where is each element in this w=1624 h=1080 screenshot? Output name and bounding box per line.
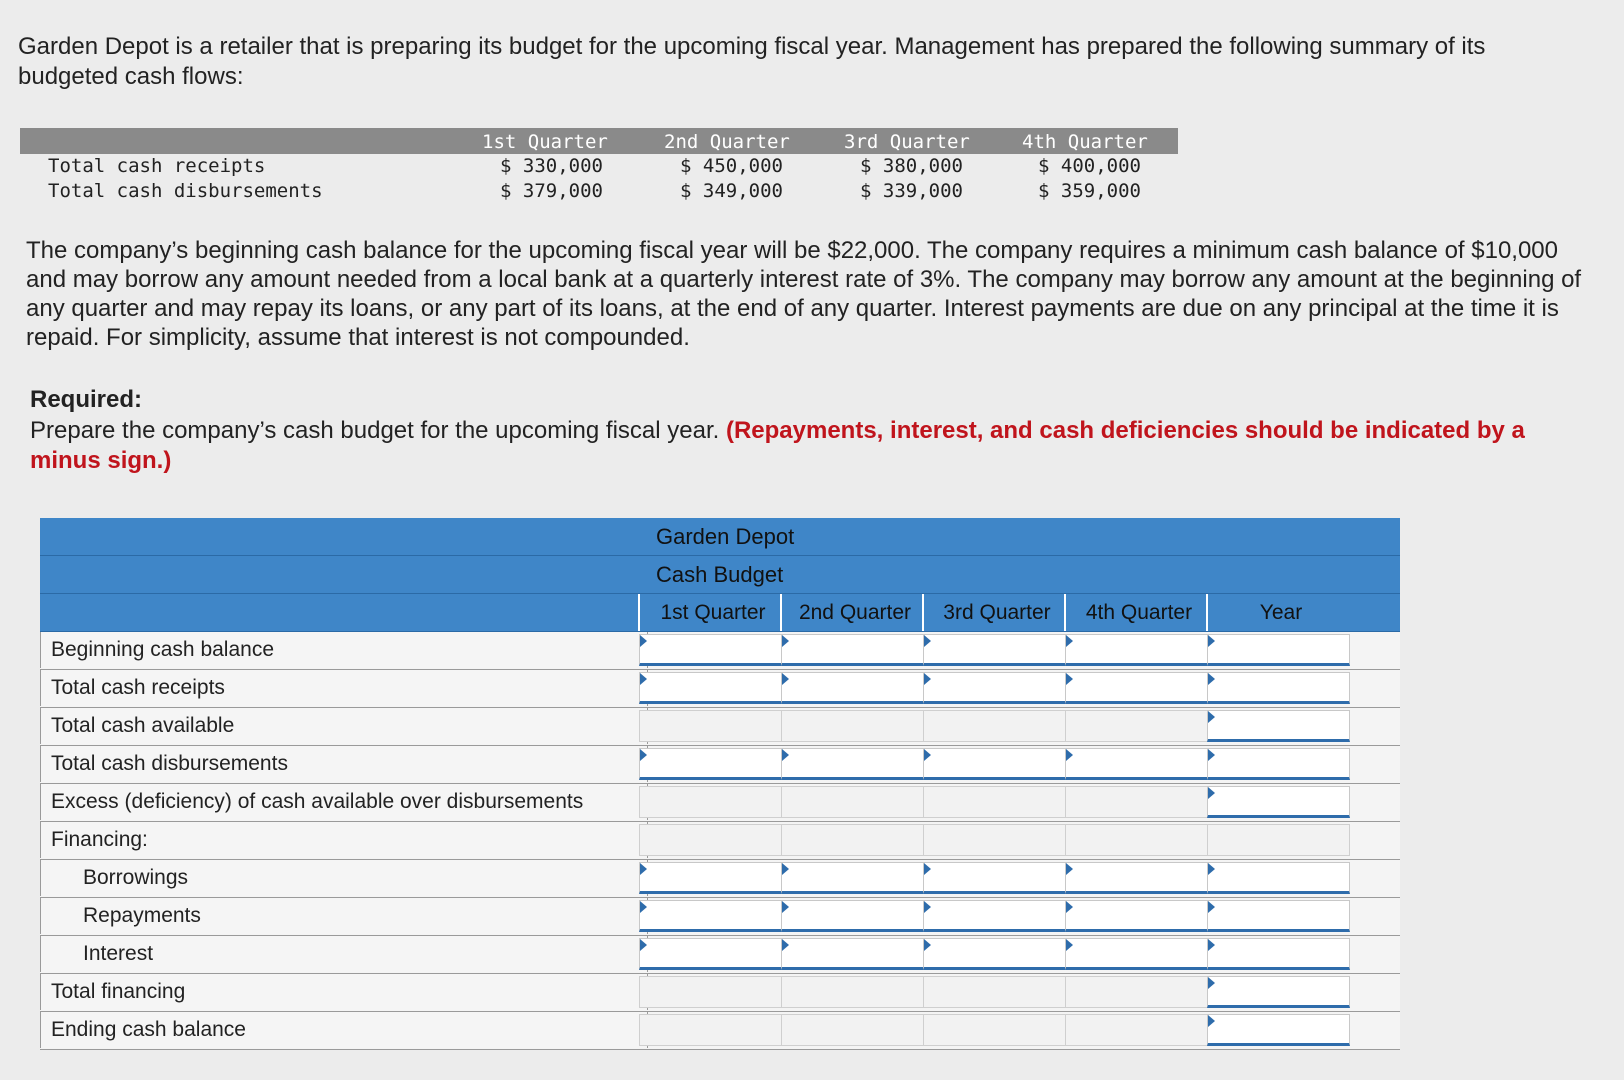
budget-input-cell[interactable] [1207,748,1350,780]
budget-empty-cell [923,976,1066,1008]
summary-value: $ 400,000 [1038,155,1141,177]
summary-value: $ 380,000 [860,155,963,177]
budget-input-cell[interactable] [1065,862,1208,894]
budget-input-cell[interactable] [923,938,1066,970]
budget-input-cell[interactable] [781,900,924,932]
budget-amount-input[interactable] [1066,901,1207,929]
budget-row [40,898,1400,936]
budget-empty-cell [639,824,782,856]
budget-empty-cell [1065,786,1208,818]
budget-row [40,974,1400,1012]
budget-amount-input[interactable] [1066,749,1207,777]
cell-marker-icon [1208,711,1215,723]
required-heading: Required: [30,386,143,413]
budget-amount-input[interactable] [1066,939,1207,967]
cell-marker-icon [782,863,789,875]
cell-marker-icon [1066,863,1073,875]
budget-empty-cell [923,1014,1066,1046]
required-text: Prepare the company’s cash budget for the upcoming fiscal year. [30,417,720,444]
budget-input-cell[interactable] [923,862,1066,894]
budget-amount-input[interactable] [1066,635,1207,663]
budget-row-label: Financing: [40,822,648,858]
summary-header-q4: 4th Quarter [1022,131,1148,153]
budget-empty-cell [1065,976,1208,1008]
summary-value: $ 450,000 [680,155,783,177]
cell-marker-icon [1208,787,1215,799]
budget-amount-input[interactable] [640,635,781,663]
budget-title-band [40,556,1400,594]
cell-marker-icon [782,749,789,761]
budget-amount-input[interactable] [1208,673,1349,701]
cell-marker-icon [1066,901,1073,913]
budget-amount-input[interactable] [1208,863,1349,891]
budget-empty-cell [781,710,924,742]
cell-marker-icon [924,939,931,951]
budget-row [40,1012,1400,1050]
budget-input-cell[interactable] [1065,938,1208,970]
budget-input-cell[interactable] [1207,938,1350,970]
budget-amount-input[interactable] [640,863,781,891]
cell-marker-icon [924,635,931,647]
cell-marker-icon [1208,673,1215,685]
budget-row-label: Borrowings [40,860,648,896]
budget-amount-input[interactable] [782,673,923,701]
cell-marker-icon [782,901,789,913]
cell-marker-icon [924,863,931,875]
budget-input-cell[interactable] [1207,862,1350,894]
budget-amount-input[interactable] [782,863,923,891]
budget-column-header: 3rd Quarter [943,601,1051,624]
budget-empty-cell [639,710,782,742]
budget-row-label: Ending cash balance [40,1012,648,1048]
budget-row-label: Excess (deficiency) of cash available over disbursements [40,784,648,820]
cell-marker-icon [640,901,647,913]
budget-empty-cell [781,824,924,856]
summary-value: $ 379,000 [500,180,603,202]
budget-row [40,670,1400,708]
budget-input-cell[interactable] [1207,710,1350,742]
budget-amount-input[interactable] [782,939,923,967]
budget-amount-input[interactable] [924,863,1065,891]
budget-input-cell[interactable] [639,938,782,970]
cell-marker-icon [640,863,647,875]
cell-marker-icon [924,673,931,685]
budget-input-cell[interactable] [1207,672,1350,704]
intro-text: Garden Depot is a retailer that is preparing its budget for the upcoming fiscal year. Management has prepared the following summary of its budgeted cash flows: [18,33,1486,90]
budget-amount-input[interactable] [782,749,923,777]
budget-amount-input[interactable] [1066,673,1207,701]
cell-marker-icon [640,749,647,761]
budget-amount-input[interactable] [1208,901,1349,929]
budget-input-cell[interactable] [639,748,782,780]
budget-column-header: Year [1259,601,1303,624]
summary-row-disbursements [20,179,1178,204]
budget-input-cell[interactable] [1207,786,1350,818]
budget-company-name: Garden Depot [656,524,795,549]
summary-row-receipts [20,154,1178,179]
budget-input-cell[interactable] [1065,634,1208,666]
budget-input-cell[interactable] [923,900,1066,932]
budget-title: Cash Budget [656,562,784,587]
budget-amount-input[interactable] [924,749,1065,777]
budget-input-cell[interactable] [781,938,924,970]
budget-input-cell[interactable] [781,862,924,894]
cell-marker-icon [640,673,647,685]
budget-input-cell[interactable] [639,862,782,894]
summary-row-label: Total cash disbursements [48,180,323,202]
cell-marker-icon [1208,1015,1215,1027]
budget-empty-cell [1065,824,1208,856]
budget-row-label: Total cash available [40,708,648,744]
cell-marker-icon [640,939,647,951]
budget-input-cell[interactable] [1207,900,1350,932]
cell-marker-icon [782,673,789,685]
budget-company-band [40,518,1400,556]
summary-row-label: Total cash receipts [48,155,266,177]
budget-input-cell[interactable] [639,634,782,666]
budget-amount-input[interactable] [1208,749,1349,777]
cell-marker-icon [782,635,789,647]
budget-amount-input[interactable] [640,939,781,967]
budget-input-cell[interactable] [1065,900,1208,932]
budget-amount-input[interactable] [782,901,923,929]
cell-marker-icon [1208,749,1215,761]
budget-row-label: Total financing [40,974,648,1010]
cell-marker-icon [1066,749,1073,761]
summary-header-row [20,128,1178,154]
budget-row-label: Interest [40,936,648,972]
cell-marker-icon [1208,863,1215,875]
summary-value: $ 349,000 [680,180,783,202]
budget-row [40,746,1400,784]
budget-column-header: 4th Quarter [1085,601,1193,624]
budget-row-label: Beginning cash balance [40,632,648,668]
cell-marker-icon [924,749,931,761]
budget-empty-cell [923,824,1066,856]
summary-value: $ 339,000 [860,180,963,202]
budget-empty-cell [1065,1014,1208,1046]
budget-input-cell[interactable] [1207,1014,1350,1046]
budget-empty-cell [639,1014,782,1046]
budget-empty-cell [639,976,782,1008]
summary-header-q3: 3rd Quarter [844,131,970,153]
summary-value: $ 359,000 [1038,180,1141,202]
budget-input-cell[interactable] [923,634,1066,666]
cash-flow-summary-table [20,128,1178,204]
cell-marker-icon [1208,635,1215,647]
summary-header-q2: 2nd Quarter [664,131,790,153]
budget-amount-input[interactable] [924,673,1065,701]
budget-empty-cell [1207,824,1350,856]
budget-empty-cell [1065,710,1208,742]
budget-input-cell[interactable] [1207,634,1350,666]
cell-marker-icon [924,901,931,913]
budget-row [40,632,1400,670]
budget-amount-input[interactable] [924,901,1065,929]
budget-row [40,708,1400,746]
budget-amount-input[interactable] [1208,711,1349,739]
budget-amount-input[interactable] [1208,939,1349,967]
budget-amount-input[interactable] [640,901,781,929]
cash-budget-form [40,518,1400,1050]
budget-column-header-row [40,594,1400,632]
budget-amount-input[interactable] [924,635,1065,663]
budget-amount-input[interactable] [1208,787,1349,815]
budget-column-header: 1st Quarter [660,601,766,624]
budget-input-cell[interactable] [1207,976,1350,1008]
budget-row [40,784,1400,822]
budget-row-label: Total cash receipts [40,670,648,706]
budget-rows [40,632,1400,1050]
budget-row [40,822,1400,860]
budget-input-cell[interactable] [781,748,924,780]
budget-input-cell[interactable] [639,900,782,932]
budget-input-cell[interactable] [639,672,782,704]
budget-amount-input[interactable] [924,939,1065,967]
budget-column-header: 2nd Quarter [798,601,912,624]
cell-marker-icon [1066,673,1073,685]
problem-paragraph: The company’s beginning cash balance for the upcoming fiscal year will be $22,000. The company requires a minimum cash balance of $10,000 and may borrow any amount needed from a local bank at a quarterly interest rate of 3%. The company may borrow any amount at the beginning of any quarter and may repay its loans, or any part of its loans, at the end of any quarter. Interest payments are due on any principal at the time it is repaid. For simplicity, assume that interest is not compounded. [26,237,1582,351]
budget-amount-input[interactable] [1208,977,1349,1005]
cell-marker-icon [1208,939,1215,951]
budget-input-cell[interactable] [923,748,1066,780]
budget-row-label: Repayments [40,898,648,934]
budget-input-cell[interactable] [781,634,924,666]
required-note: (Repayments, interest, and cash deficiencies should be indicated by a minus sign.) [30,417,1525,474]
budget-row [40,936,1400,974]
budget-amount-input[interactable] [640,749,781,777]
budget-input-cell[interactable] [781,672,924,704]
cell-marker-icon [640,635,647,647]
budget-input-cell[interactable] [923,672,1066,704]
required-instructions [30,416,1580,476]
budget-input-cell[interactable] [1065,748,1208,780]
cell-marker-icon [1208,977,1215,989]
budget-empty-cell [781,786,924,818]
budget-empty-cell [639,786,782,818]
budget-input-cell[interactable] [1065,672,1208,704]
summary-header-q1: 1st Quarter [482,131,608,153]
budget-empty-cell [781,1014,924,1046]
budget-row-label: Total cash disbursements [40,746,648,782]
summary-value: $ 330,000 [500,155,603,177]
budget-amount-input[interactable] [1066,863,1207,891]
budget-amount-input[interactable] [1208,1015,1349,1043]
budget-amount-input[interactable] [1208,635,1349,663]
budget-empty-cell [781,976,924,1008]
cell-marker-icon [1066,635,1073,647]
cell-marker-icon [1066,939,1073,951]
budget-amount-input[interactable] [782,635,923,663]
budget-amount-input[interactable] [640,673,781,701]
budget-empty-cell [923,786,1066,818]
cell-marker-icon [782,939,789,951]
cell-marker-icon [1208,901,1215,913]
budget-row [40,860,1400,898]
budget-empty-cell [923,710,1066,742]
